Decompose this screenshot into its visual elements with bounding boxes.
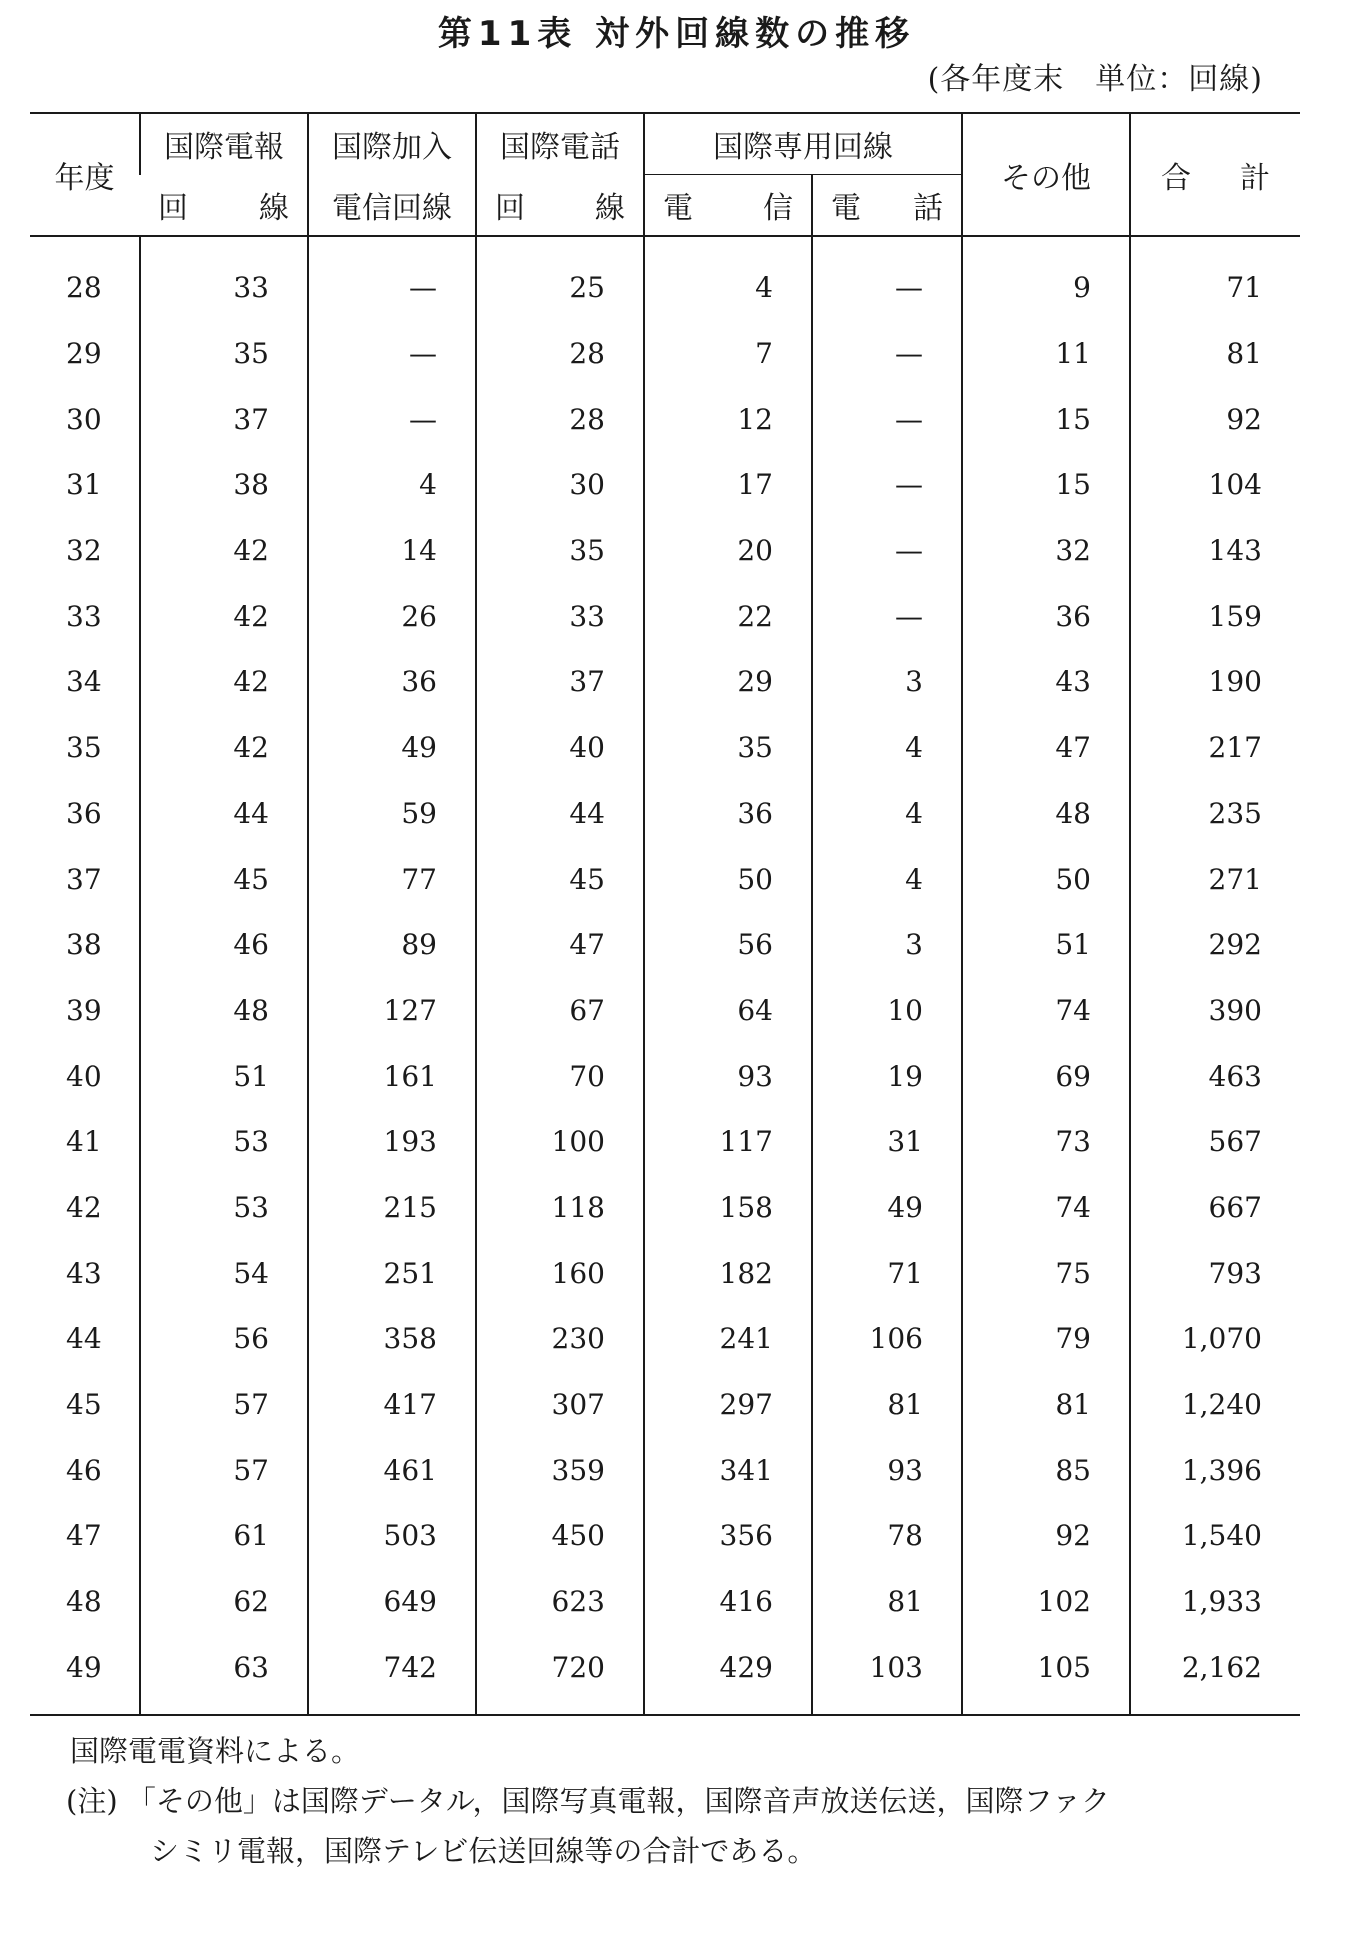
cell-telegram: 51 [140, 1043, 308, 1109]
cell-leased-telegraph: 12 [644, 386, 812, 452]
cell-leased-telephone: 78 [812, 1503, 962, 1569]
cell-telephone: 28 [476, 386, 644, 452]
header-year: 年度 [30, 113, 140, 236]
table-row [30, 236, 1300, 321]
table-row [30, 452, 1300, 518]
cell-telex: 649 [308, 1569, 476, 1635]
cell-telephone: 720 [476, 1634, 644, 1715]
cell-telex: 461 [308, 1437, 476, 1503]
cell-leased-telephone: 81 [812, 1569, 962, 1635]
cell-year: 42 [66, 1190, 102, 1224]
cell-leased-telegraph: 29 [644, 649, 812, 715]
cell-other: 74 [962, 1175, 1130, 1241]
cell-leased-telephone: — [812, 236, 962, 321]
cell-telex: 26 [308, 583, 476, 649]
cell-leased-telephone: — [812, 452, 962, 518]
cell-year: 40 [66, 1059, 102, 1093]
cell-leased-telephone: 93 [812, 1437, 962, 1503]
header-leased-group: 国際専用回線 [644, 113, 962, 175]
cell-telex: 417 [308, 1372, 476, 1438]
table-row [30, 912, 1300, 978]
table-row [30, 781, 1300, 847]
cell-total: 235 [1130, 781, 1300, 847]
cell-telex: 14 [308, 518, 476, 584]
cell-other: 48 [962, 781, 1130, 847]
cell-telex: 193 [308, 1109, 476, 1175]
header-telegram-top: 国際電報 [140, 113, 308, 175]
cell-total: 1,070 [1130, 1306, 1300, 1372]
cell-telegram: 42 [140, 649, 308, 715]
header-other: その他 [962, 113, 1130, 236]
cell-total: 2,162 [1130, 1634, 1300, 1715]
cell-leased-telegraph: 7 [644, 321, 812, 387]
cell-total: 104 [1130, 452, 1300, 518]
cell-leased-telegraph: 93 [644, 1043, 812, 1109]
cell-telephone: 40 [476, 715, 644, 781]
table-row [30, 1503, 1300, 1569]
cell-other: 36 [962, 583, 1130, 649]
cell-other: 74 [962, 978, 1130, 1044]
cell-leased-telegraph: 17 [644, 452, 812, 518]
cell-leased-telegraph: 158 [644, 1175, 812, 1241]
cell-telegram: 42 [140, 518, 308, 584]
cell-telephone: 30 [476, 452, 644, 518]
cell-telegram: 35 [140, 321, 308, 387]
cell-other: 75 [962, 1240, 1130, 1306]
unit-note: (各年度末 単位：回線) [927, 62, 1263, 97]
cell-other: 105 [962, 1634, 1130, 1715]
cell-total: 71 [1130, 236, 1300, 321]
table-row [30, 386, 1300, 452]
cell-telex: 742 [308, 1634, 476, 1715]
cell-leased-telegraph: 56 [644, 912, 812, 978]
table-row [30, 1043, 1300, 1109]
cell-year: 44 [66, 1322, 102, 1356]
cell-telegram: 45 [140, 846, 308, 912]
cell-leased-telephone: — [812, 321, 962, 387]
cell-telephone: 118 [476, 1175, 644, 1241]
cell-telephone: 35 [476, 518, 644, 584]
cell-telex: 77 [308, 846, 476, 912]
cell-total: 1,540 [1130, 1503, 1300, 1569]
cell-leased-telegraph: 241 [644, 1306, 812, 1372]
footnote-line-2: シミリ電報，国際テレビ伝送回線等の合計である。 [150, 1834, 817, 1868]
header-leased-telegraph: 電 信 [644, 175, 812, 237]
cell-other: 32 [962, 518, 1130, 584]
table-row [30, 1109, 1300, 1175]
cell-telex: 215 [308, 1175, 476, 1241]
cell-year: 38 [66, 928, 102, 962]
table-header [30, 113, 1300, 236]
cell-telex: 503 [308, 1503, 476, 1569]
cell-total: 667 [1130, 1175, 1300, 1241]
cell-total: 217 [1130, 715, 1300, 781]
table-notes [66, 1726, 1310, 1876]
cell-telegram: 53 [140, 1175, 308, 1241]
cell-leased-telephone: — [812, 386, 962, 452]
cell-other: 73 [962, 1109, 1130, 1175]
cell-telex: — [308, 236, 476, 321]
cell-total: 1,396 [1130, 1437, 1300, 1503]
table-row [30, 1437, 1300, 1503]
table-row [30, 321, 1300, 387]
cell-telephone: 44 [476, 781, 644, 847]
cell-telegram: 33 [140, 236, 308, 321]
cell-leased-telephone: 4 [812, 715, 962, 781]
cell-other: 43 [962, 649, 1130, 715]
source-note: 国際電電資料による。 [70, 1734, 361, 1768]
header-telephone-bottom: 回 線 [476, 175, 644, 237]
cell-leased-telegraph: 297 [644, 1372, 812, 1438]
cell-leased-telephone: 3 [812, 912, 962, 978]
cell-other: 47 [962, 715, 1130, 781]
cell-telex: 161 [308, 1043, 476, 1109]
cell-year: 48 [66, 1585, 102, 1619]
cell-leased-telephone: 31 [812, 1109, 962, 1175]
cell-telephone: 450 [476, 1503, 644, 1569]
cell-other: 50 [962, 846, 1130, 912]
table-row [30, 715, 1300, 781]
cell-telephone: 623 [476, 1569, 644, 1635]
table-row [30, 583, 1300, 649]
table-row [30, 649, 1300, 715]
cell-leased-telegraph: 182 [644, 1240, 812, 1306]
table-row [30, 1569, 1300, 1635]
cell-telephone: 67 [476, 978, 644, 1044]
cell-leased-telephone: 10 [812, 978, 962, 1044]
cell-year: 28 [66, 271, 102, 305]
cell-other: 69 [962, 1043, 1130, 1109]
cell-total: 793 [1130, 1240, 1300, 1306]
cell-telegram: 57 [140, 1372, 308, 1438]
cell-total: 190 [1130, 649, 1300, 715]
cell-telephone: 359 [476, 1437, 644, 1503]
cell-telegram: 57 [140, 1437, 308, 1503]
cell-telex: 4 [308, 452, 476, 518]
cell-telephone: 160 [476, 1240, 644, 1306]
cell-leased-telegraph: 22 [644, 583, 812, 649]
cell-total: 567 [1130, 1109, 1300, 1175]
cell-telegram: 54 [140, 1240, 308, 1306]
cell-year: 47 [66, 1519, 102, 1553]
cell-year: 32 [66, 534, 102, 568]
cell-telephone: 70 [476, 1043, 644, 1109]
header-telephone-top: 国際電話 [476, 113, 644, 175]
cell-leased-telegraph: 35 [644, 715, 812, 781]
table-row [30, 1634, 1300, 1715]
cell-leased-telephone: 106 [812, 1306, 962, 1372]
table-row [30, 846, 1300, 912]
cell-telephone: 33 [476, 583, 644, 649]
cell-total: 159 [1130, 583, 1300, 649]
cell-other: 15 [962, 386, 1130, 452]
cell-telegram: 44 [140, 781, 308, 847]
cell-leased-telegraph: 36 [644, 781, 812, 847]
cell-year: 41 [66, 1125, 102, 1159]
cell-leased-telegraph: 117 [644, 1109, 812, 1175]
cell-total: 81 [1130, 321, 1300, 387]
cell-year: 34 [66, 665, 102, 699]
cell-leased-telegraph: 429 [644, 1634, 812, 1715]
cell-telegram: 37 [140, 386, 308, 452]
cell-telex: 59 [308, 781, 476, 847]
cell-total: 1,933 [1130, 1569, 1300, 1635]
cell-other: 81 [962, 1372, 1130, 1438]
cell-other: 102 [962, 1569, 1130, 1635]
cell-telex: — [308, 386, 476, 452]
table-row [30, 978, 1300, 1044]
cell-telex: 251 [308, 1240, 476, 1306]
cell-telegram: 42 [140, 583, 308, 649]
table-row [30, 1372, 1300, 1438]
cell-year: 49 [30, 1634, 140, 1715]
cell-leased-telephone: 3 [812, 649, 962, 715]
cell-year: 30 [66, 402, 102, 436]
table-row [30, 1306, 1300, 1372]
cell-other: 9 [962, 236, 1130, 321]
cell-leased-telephone: 103 [812, 1634, 962, 1715]
cell-telex: 49 [308, 715, 476, 781]
cell-telegram: 63 [140, 1634, 308, 1715]
cell-other: 92 [962, 1503, 1130, 1569]
cell-leased-telegraph: 341 [644, 1437, 812, 1503]
cell-telephone: 45 [476, 846, 644, 912]
cell-telegram: 38 [140, 452, 308, 518]
cell-leased-telephone: 4 [812, 846, 962, 912]
cell-year: 33 [66, 599, 102, 633]
cell-leased-telegraph: 4 [644, 236, 812, 321]
cell-leased-telephone: 81 [812, 1372, 962, 1438]
table-title: 第11表 対外回線数の推移 [437, 14, 916, 54]
cell-telephone: 307 [476, 1372, 644, 1438]
table-body [30, 236, 1300, 1715]
cell-year: 37 [66, 862, 102, 896]
cell-year: 45 [66, 1388, 102, 1422]
cell-telex: 89 [308, 912, 476, 978]
cell-leased-telegraph: 64 [644, 978, 812, 1044]
cell-total: 390 [1130, 978, 1300, 1044]
cell-total: 143 [1130, 518, 1300, 584]
header-telex-bottom: 電信回線 [308, 175, 476, 237]
cell-telegram: 56 [140, 1306, 308, 1372]
cell-leased-telephone: — [812, 518, 962, 584]
table-row [30, 1175, 1300, 1241]
cell-other: 15 [962, 452, 1130, 518]
cell-year: 39 [66, 993, 102, 1027]
cell-telex: 127 [308, 978, 476, 1044]
cell-telex: — [308, 321, 476, 387]
table-row [30, 518, 1300, 584]
cell-telex: 358 [308, 1306, 476, 1372]
cell-leased-telephone: 4 [812, 781, 962, 847]
cell-telegram: 48 [140, 978, 308, 1044]
cell-telex: 36 [308, 649, 476, 715]
cell-leased-telegraph: 20 [644, 518, 812, 584]
header-telegram-bottom: 回 線 [140, 175, 308, 237]
cell-total: 271 [1130, 846, 1300, 912]
cell-telegram: 42 [140, 715, 308, 781]
cell-telegram: 61 [140, 1503, 308, 1569]
cell-telegram: 46 [140, 912, 308, 978]
cell-leased-telephone: — [812, 583, 962, 649]
cell-year: 31 [66, 468, 102, 502]
cell-total: 463 [1130, 1043, 1300, 1109]
cell-other: 85 [962, 1437, 1130, 1503]
cell-leased-telegraph: 356 [644, 1503, 812, 1569]
cell-total: 292 [1130, 912, 1300, 978]
cell-total: 1,240 [1130, 1372, 1300, 1438]
header-leased-telephone: 電 話 [812, 175, 962, 237]
cell-year: 43 [66, 1256, 102, 1290]
cell-total: 92 [1130, 386, 1300, 452]
cell-telephone: 100 [476, 1109, 644, 1175]
circuits-table [30, 112, 1300, 1716]
cell-telephone: 25 [476, 236, 644, 321]
cell-leased-telephone: 49 [812, 1175, 962, 1241]
cell-leased-telephone: 71 [812, 1240, 962, 1306]
cell-year: 29 [66, 337, 102, 371]
cell-telegram: 53 [140, 1109, 308, 1175]
table-row [30, 1240, 1300, 1306]
header-telex-top: 国際加入 [308, 113, 476, 175]
cell-leased-telephone: 19 [812, 1043, 962, 1109]
cell-telephone: 28 [476, 321, 644, 387]
cell-leased-telegraph: 416 [644, 1569, 812, 1635]
cell-telephone: 47 [476, 912, 644, 978]
cell-telephone: 37 [476, 649, 644, 715]
cell-telephone: 230 [476, 1306, 644, 1372]
cell-year: 36 [66, 796, 102, 830]
cell-leased-telegraph: 50 [644, 846, 812, 912]
cell-year: 46 [66, 1453, 102, 1487]
cell-telegram: 62 [140, 1569, 308, 1635]
cell-other: 11 [962, 321, 1130, 387]
cell-other: 79 [962, 1306, 1130, 1372]
cell-year: 35 [66, 731, 102, 765]
header-total: 合 計 [1130, 113, 1300, 236]
footnote-line-1: (注) 「その他」は国際データル，国際写真電報，国際音声放送伝送，国際ファク [66, 1784, 1110, 1818]
cell-other: 51 [962, 912, 1130, 978]
